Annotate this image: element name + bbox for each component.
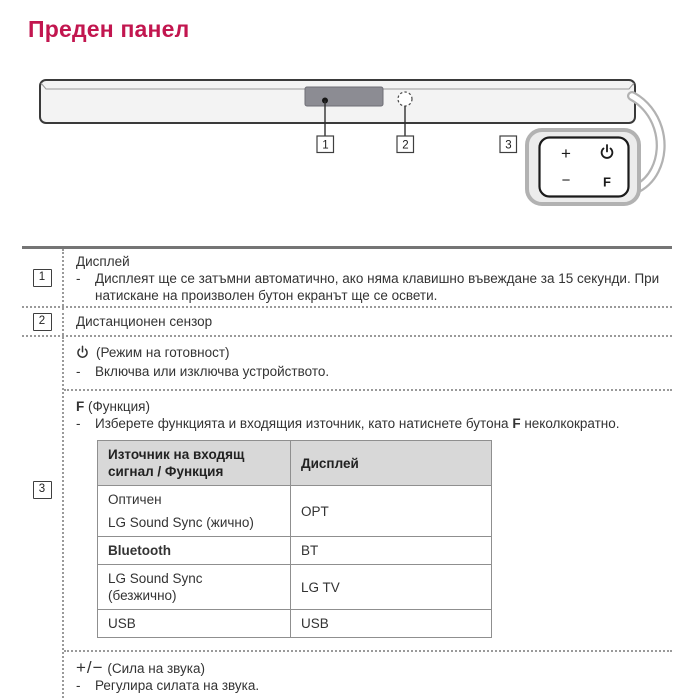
page-title: Преден панел [28,16,190,42]
table-row [98,565,492,610]
row-label-cell [22,249,64,306]
bullet-dash: - [76,364,81,379]
sensor-title: Дистанционен сензор [76,314,213,329]
cell-display: USB [291,610,492,638]
function-title: F (Функция) [76,399,150,414]
volume-title: +/− (Сила на звука) [76,658,206,677]
display-screen [305,87,383,106]
spec-table [22,246,672,698]
power-description: Включва или изключва устройството. [95,364,330,379]
label-1: 1 [322,139,329,152]
cell-display: BT [291,537,492,565]
volume-section [64,652,672,698]
row-number-2: 2 [33,313,52,331]
label-2: 2 [402,139,409,152]
soundbar-illustration [40,80,635,136]
col-header-source: Източник на входящ сигнал / Функция [98,441,291,486]
power-section [64,337,672,391]
row-number-1: 1 [33,269,52,287]
table-row [98,610,492,638]
power-standby-icon [76,345,89,363]
control-panel-inner [540,138,629,197]
function-button: F [603,174,611,190]
volume-down-button: − [561,172,571,189]
bullet-dash: - [76,416,81,431]
spec-row-controls [22,337,672,698]
display-title: Дисплей [76,254,130,269]
diagram-labels [317,136,517,153]
power-title: (Режим на готовност) [96,345,230,360]
table-row [98,486,492,537]
table-row [98,537,492,565]
volume-symbols: +/− [76,658,104,677]
function-section [64,391,672,652]
row-label-cell [22,308,64,335]
spec-row-sensor [22,308,672,337]
soundbar-diagram [0,72,674,222]
bullet-dash: - [76,271,81,286]
cell-source: USB [98,610,291,638]
table-header-row [98,441,492,486]
label-3: 3 [505,139,512,152]
col-header-display: Дисплей [291,441,492,486]
spec-row-display [22,249,672,308]
volume-description: Регулира силата на звука. [95,678,260,693]
cell-display: LG TV [291,565,492,610]
row-number-3: 3 [33,481,52,499]
row-label-cell [22,337,64,698]
display-description: Дисплеят ще се затъмни автоматично, ако няма клавишно въвеждане за 15 секунди. При натискане на произволен бутон екранът ще се освети. [95,271,660,303]
cell-source: Оптичен LG Sound Sync (жично) [98,486,291,537]
bullet-dash: - [76,678,81,693]
function-display-table [97,440,492,638]
cell-source: LG Sound Sync (безжично) [98,565,291,610]
cell-source: Bluetooth [98,537,291,565]
volume-up-button: + [561,144,571,163]
function-description: Изберете функцията и входящия източник, като натиснете бутона F неколкократно. [95,416,620,431]
remote-sensor-circle [398,92,412,106]
cell-display: OPT [291,486,492,537]
